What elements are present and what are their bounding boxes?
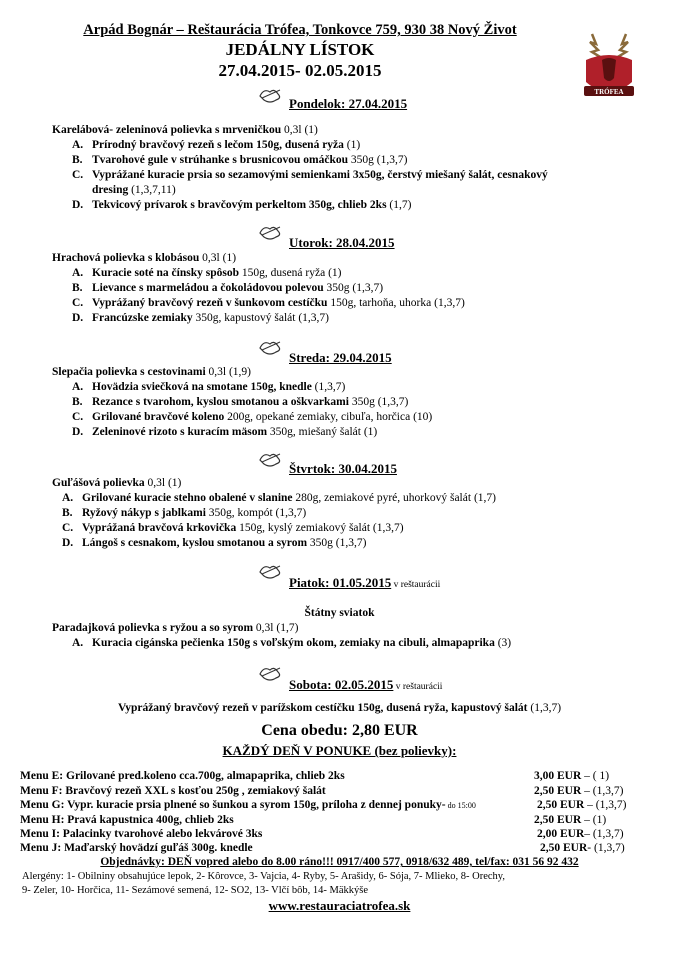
day-heading: Utorok: 28.04.2015 bbox=[289, 235, 395, 250]
daily-menu-row: Menu H: Pravá kapustnica 400g, chlieb 2ks 2,50 EUR – (1) bbox=[20, 814, 607, 826]
fork-knife-icon bbox=[258, 450, 284, 468]
menu-item: C. Grilované bravčové koleno 200g, opekané zemiaky, cibuľa, horčica (10) bbox=[72, 411, 433, 423]
day-heading: Pondelok: 27.04.2015 bbox=[289, 96, 408, 111]
holiday-note: Štátny sviatok bbox=[304, 607, 375, 619]
menu-item: C. Vyprážaný bravčový rezeň v šunkovom cestíčku 150g, tarhoňa, uhorka (1,3,7) bbox=[72, 297, 465, 309]
soup-line: Paradajková polievka s ryžou a so syrom 0,3l (1,7) bbox=[52, 622, 299, 634]
restaurant-address: Arpád Bognár – Reštaurácia Trófea, Tonkovce 759, 930 38 Nový Život bbox=[83, 22, 517, 38]
fork-knife-icon bbox=[258, 562, 284, 580]
day-heading: Piatok: 01.05.2015 v reštaurácii bbox=[289, 575, 441, 590]
daily-offer-title: KAŽDÝ DEŇ V PONUKE (bez polievky): bbox=[222, 743, 457, 758]
orders-contact: Objednávky: DEŇ vopred alebo do 8.00 ráno!!! 0917/400 577, 0918/632 489, tel/fax: 031 56 92 432 bbox=[100, 856, 579, 868]
lunch-price: Cena obedu: 2,80 EUR bbox=[261, 722, 418, 739]
allergen-legend-line: Alergény: 1- Obilniny obsahujúce lepok, 2- Kôrovce, 3- Vajcia, 4- Ryby, 5- Arašidy, 6- Sója, 7- Mlieko, 8- Orechy, bbox=[22, 871, 505, 882]
website-link[interactable]: www.restauraciatrofea.sk bbox=[268, 898, 411, 913]
menu-item: A. Prírodný bravčový rezeň s lečom 150g, dusená ryža (1) bbox=[72, 139, 361, 151]
menu-item-continued: dresing (1,3,7,11) bbox=[92, 184, 176, 196]
day-heading: Streda: 29.04.2015 bbox=[289, 350, 392, 365]
soup-line: Slepačia polievka s cestovinami 0,3l (1,9) bbox=[52, 366, 252, 378]
allergen-legend-line: 9- Zeler, 10- Horčica, 11- Sezámové semená, 12- SO2, 13- Vlčí bôb, 14- Mäkkýše bbox=[22, 885, 368, 896]
daily-menu-row: Menu I: Palacinky tvarohové alebo lekvárové 3ks 2,00 EUR– (1,3,7) bbox=[20, 828, 624, 840]
daily-menu-row: Menu F: Bravčový rezeň XXL s kosťou 250g , zemiakový šalát 2,50 EUR – (1,3,7) bbox=[20, 785, 624, 797]
logo-text: TRÓFEA bbox=[594, 88, 624, 96]
fork-knife-icon bbox=[258, 338, 284, 356]
menu-item: A. Kuracie soté na čínsky spôsob 150g, dusená ryža (1) bbox=[72, 267, 342, 279]
daily-menu-row: Menu E: Grilované pred.koleno cca.700g, almapaprika, chlieb 2ks 3,00 EUR – ( 1) bbox=[20, 770, 610, 782]
day-heading: Štvrtok: 30.04.2015 bbox=[289, 461, 397, 476]
fork-knife-icon bbox=[258, 86, 284, 104]
menu-item: D. Zeleninové rizoto s kuracím mäsom 350g, miešaný šalát (1) bbox=[72, 426, 378, 438]
page-title: JEDÁLNY LÍSTOK bbox=[225, 40, 375, 59]
daily-menu-row: Menu G: Vypr. kuracie prsia plnené so šunkou a syrom 150g, príloha z dennej ponuky- do 15:00 2,50 EUR – (1,3,7) bbox=[20, 799, 627, 811]
menu-item: A. Kuracia cigánska pečienka 150g s voľským okom, zemiaky na cibuli, almapaprika (3) bbox=[72, 637, 512, 649]
menu-item: B. Rezance s tvarohom, kyslou smotanou a oškvarkami 350g (1,3,7) bbox=[72, 396, 409, 408]
soup-line: Guľášová polievka 0,3l (1) bbox=[52, 477, 182, 489]
soup-line: Karelábová- zeleninová polievka s mrveničkou 0,3l (1) bbox=[52, 124, 318, 136]
menu-item: C. Vyprážané kuracie prsia so sezamovými semienkami 3x50g, čerstvý miešaný šalát, cesnakový bbox=[72, 169, 548, 181]
menu-item: C. Vyprážaná bravčová krkovička 150g, kyslý zemiakový šalát (1,3,7) bbox=[62, 522, 404, 534]
fork-knife-icon bbox=[258, 664, 284, 682]
menu-item: B. Lievance s marmeládou a čokoládovou polevou 350g (1,3,7) bbox=[72, 282, 384, 294]
day-heading: Sobota: 02.05.2015 v reštaurácii bbox=[289, 677, 443, 692]
menu-item: D. Francúzske zemiaky 350g, kapustový šalát (1,3,7) bbox=[72, 312, 330, 324]
saturday-dish: Vyprážaný bravčový rezeň v parížskom cestíčku 150g, dusená ryža, kapustový šalát (1,3,7) bbox=[117, 702, 562, 714]
menu-item: D. Lángoš s cesnakom, kyslou smotanou a syrom 350g (1,3,7) bbox=[62, 537, 367, 549]
menu-item: B. Ryžový nákyp s jablkami 350g, kompót (1,3,7) bbox=[62, 507, 307, 519]
menu-item: D. Tekvicový prívarok s bravčovým perkeltom 350g, chlieb 2ks (1,7) bbox=[72, 199, 412, 211]
allergen-legend bbox=[22, 870, 642, 898]
menu-item: B. Tvarohové gule v strúhanke s brusnicovou omáčkou 350g (1,3,7) bbox=[72, 154, 408, 166]
fork-knife-icon bbox=[258, 223, 284, 241]
menu-item: A. Hovädzia sviečková na smotane 150g, knedle (1,3,7) bbox=[72, 381, 346, 393]
daily-menu-row: Menu J: Maďarský hovädzí guľáš 300g. knedle 2,50 EUR- (1,3,7) bbox=[20, 842, 625, 854]
soup-line: Hrachová polievka s klobásou 0,3l (1) bbox=[52, 252, 237, 264]
deer-head-icon bbox=[578, 30, 640, 102]
date-range: 27.04.2015- 02.05.2015 bbox=[218, 61, 382, 80]
menu-item: A. Grilované kuracie stehno obalené v slanine 280g, zemiakové pyré, uhorkový šalát (1,7) bbox=[62, 492, 496, 504]
